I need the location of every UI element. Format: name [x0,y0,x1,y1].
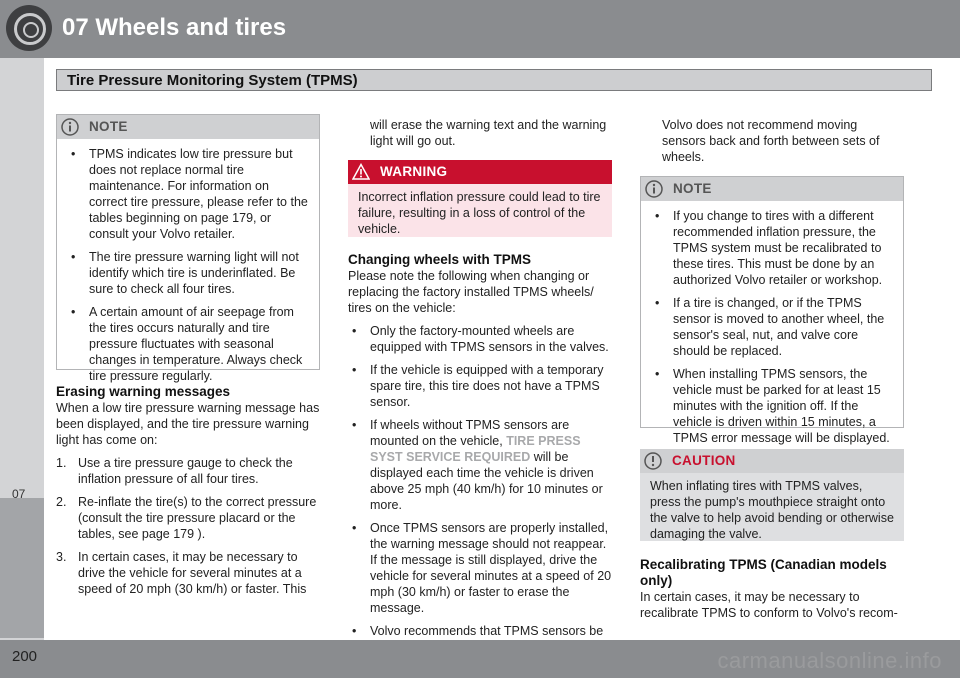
caution-text: When inflating tires with TPMS valves, press the pump's mouthpiece straight onto the valve to help avoid bending or otherwise damaging the valve. [650,479,894,541]
note-box [56,114,320,383]
list-item: • The tire pressure warning light will not identify which tire is underinflated. Be sure to check all four tires. [67,249,309,297]
list-item: • If the vehicle is equipped with a temporary spare tire, this tire does not have a TPMS sensor. [348,362,612,410]
list-item: • A certain amount of air seepage from the tires occurs naturally and tire pressure fluctuates with seasonal changes in temperature. Always check tire pressure regularly. [67,304,309,384]
chapter-number: 07 [12,487,26,501]
list-item: • When installing TPMS sensors, the vehicle must be parked for at least 15 minutes with the ignition off. If the vehicle is driven within 15 minutes, a TPMS error message will be displayed. [651,366,893,446]
display-message: TIRE PRESS SYST SERVICE REQUIRED [370,434,581,464]
list-item: • If wheels without TPMS sensors are mounted on the vehicle, TIRE PRESS SYST SERVICE REQUIRED will be displayed each time the vehicle is driven above 25 mph (40 km/h) for 10 minutes or more. [348,417,612,513]
section-heading: Erasing warning messages [56,384,231,399]
section-heading: Changing wheels with TPMS [348,252,532,267]
note-box [640,176,904,445]
info-icon [645,180,663,198]
warning-text: Incorrect inflation pressure could lead to tire failure, resulting in a loss of control of the vehicle. [358,190,601,236]
section-heading: Recalibrating TPMS (Canadian models only) [640,557,887,588]
watermark: carmanualsonline.info [717,648,942,673]
list-item: • If a tire is changed, or if the TPMS sensor is moved to another wheel, the sensor's seal, nut, and valve core should be replaced. [651,295,893,359]
paragraph: In certain cases, it may be necessary to recalibrate TPMS to conform to Volvo's recom- [640,590,898,620]
note-title: NOTE [89,119,128,134]
caution-icon [644,452,662,470]
page-number: 200 [12,648,38,665]
section-header [56,69,932,91]
chapter-tab [0,498,44,638]
list-item: 1. Use a tire pressure gauge to check the inflation pressure of all four tires. [56,456,293,486]
caution-box [640,449,904,541]
caution-title: CAUTION [672,453,736,468]
column-1 [56,114,320,604]
list-item: • Only the factory-mounted wheels are equipped with TPMS sensors in the valves. [348,323,612,355]
warning-box [348,160,612,237]
paragraph: will erase the warning text and the warning light will go out. [370,118,607,148]
wheel-icon [6,5,52,51]
sidebar [0,58,44,640]
list-item: 3. In certain cases, it may be necessary to drive the vehicle for several minutes at a speed of 20 mph (30 km/h) or faster. This [56,550,307,596]
column-3 [640,117,904,621]
list-item: • Once TPMS sensors are properly installed, the warning message should not reappear. If the message is still displayed, drive the vehicle for several minutes at a speed of 20 mph (30 km/h) or faster to erase the message. [348,520,612,616]
warning-icon [352,163,370,181]
info-icon [61,118,79,136]
warning-title: WARNING [380,164,448,179]
section-title: Tire Pressure Monitoring System (TPMS) [67,72,358,89]
list-item: • TPMS indicates low tire pressure but does not replace normal tire maintenance. For information on correct tire pressure, please refer to the tables beginning on page 179, or consult your Volvo retailer. [67,146,309,242]
list-item: • If you change to tires with a different recommended inflation pressure, the TPMS system must be recalibrated to these tires. This must be done by an authorized Volvo retailer or workshop. [651,208,893,288]
paragraph: When a low tire pressure warning message has been displayed, and the tire pressure warning light has come on: [56,401,320,447]
list-item: • Volvo recommends that TPMS sensors be [348,623,612,655]
chapter-header [0,0,960,58]
chapter-title: 07 Wheels and tires [62,14,287,41]
note-title: NOTE [673,181,712,196]
paragraph: Please note the following when changing or replacing the factory installed TPMS wheels/ tires on the vehicle: [348,269,594,315]
paragraph: Volvo does not recommend moving sensors back and forth between sets of wheels. [662,118,880,164]
list-item: 2. Re-inflate the tire(s) to the correct pressure (consult the tire pressure placard or the tables, see page 179 ). [56,495,317,541]
column-2 [348,117,612,655]
